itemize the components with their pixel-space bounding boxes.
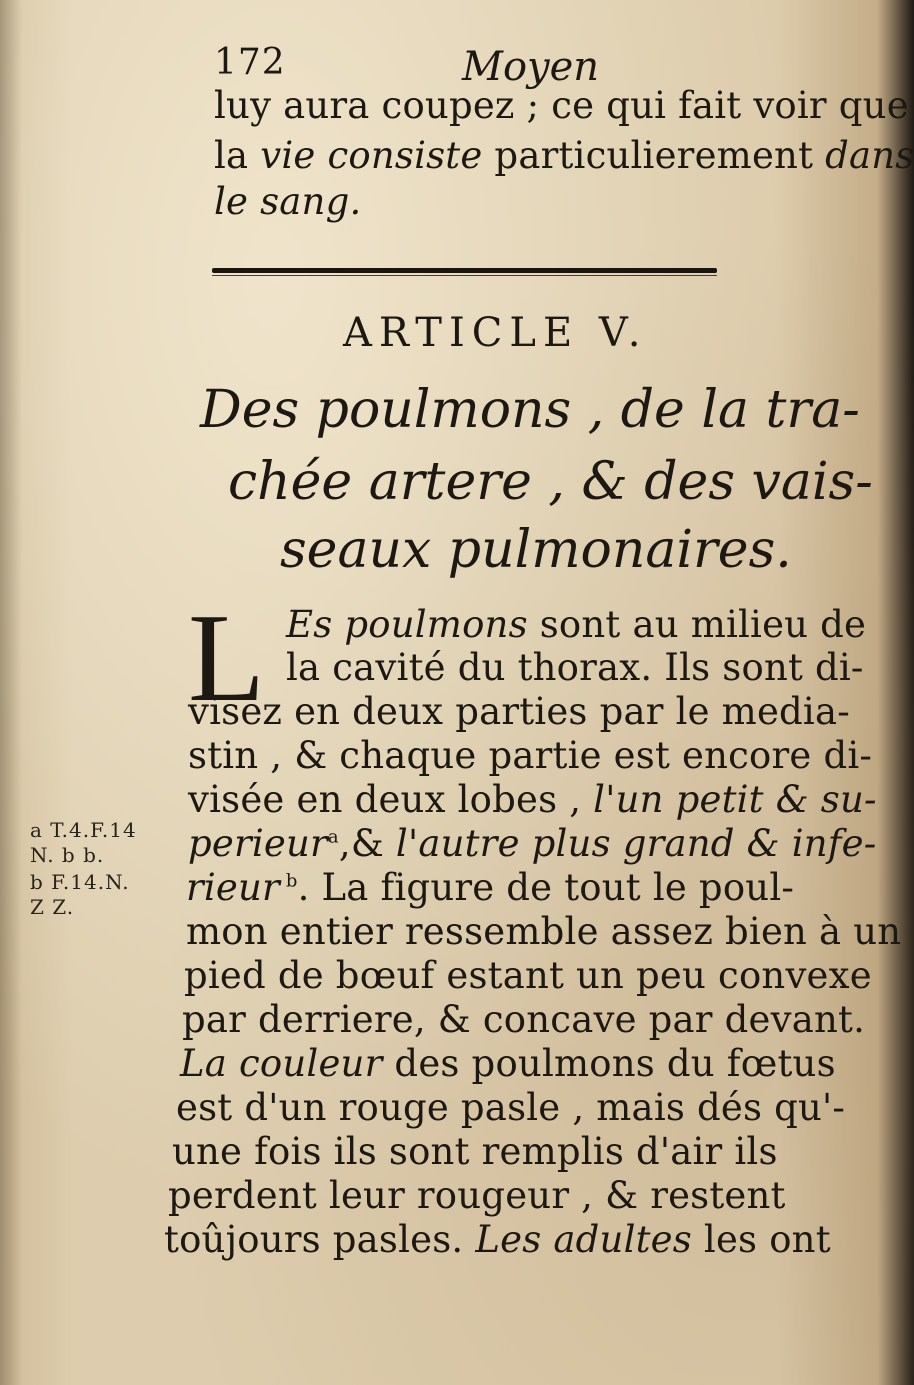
body-line <box>164 1218 831 1261</box>
text-run: stin , & chaque partie est encore di- <box>188 734 873 777</box>
body-line <box>286 603 866 646</box>
body-line <box>176 1086 845 1129</box>
margin-note: a T.4.F.14 <box>30 818 137 842</box>
text-run: mon entier ressemble assez bien à un <box>186 910 902 953</box>
text-run: une fois ils sont remplis d'air ils <box>172 1130 778 1173</box>
text-run: . La figure de tout le poul- <box>297 866 795 909</box>
margin-note: Z Z. <box>30 895 75 919</box>
running-title: Moyen <box>462 44 600 90</box>
text-run: particulierement <box>482 134 826 177</box>
section-rule-thin <box>212 275 717 276</box>
text-run: luy aura coupez ; ce qui fait voir que <box>214 84 909 127</box>
text-run: est d'un rouge pasle , mais dés qu'- <box>176 1086 846 1129</box>
text-run: Les adultes <box>475 1218 692 1261</box>
text-run: pied de bœuf estant un peu convexe <box>184 954 872 997</box>
carryover-line <box>214 134 914 177</box>
text-run: perieur <box>188 822 328 865</box>
body-line <box>188 690 850 733</box>
text-run: dans <box>825 134 914 177</box>
text-run: vie consiste <box>260 134 483 177</box>
article-subtitle-line: Des poulmons , de la tra- <box>200 380 860 440</box>
carryover-line <box>214 84 909 127</box>
body-line <box>182 998 865 1041</box>
page-number: 172 <box>214 42 286 83</box>
text-run: visée en deux lobes , <box>188 778 594 821</box>
footnote-marker: a <box>327 826 339 848</box>
body-line <box>188 778 877 821</box>
body-line <box>172 1130 778 1173</box>
text-run: des poulmons du fœtus <box>382 1042 836 1085</box>
text-run: la cavité du thorax. Ils sont di- <box>286 646 864 689</box>
text-run: sont au milieu de <box>527 603 867 646</box>
text-run: La couleur <box>180 1042 383 1085</box>
body-line <box>186 866 794 909</box>
text-run: perdent leur rougeur , & restent <box>168 1174 786 1217</box>
body-line <box>180 1042 836 1085</box>
footnote-marker: b <box>279 870 298 892</box>
drop-capital: L <box>188 589 265 728</box>
body-line <box>188 822 877 865</box>
body-line <box>188 734 872 777</box>
text-run: l'un petit & su- <box>593 778 877 821</box>
article-subtitle-line: chée artere , & des vais- <box>228 452 873 512</box>
article-subtitle-line: seaux pulmonaires. <box>280 520 792 580</box>
text-run: les ont <box>691 1218 831 1261</box>
text-run: l'autre plus grand & infe- <box>395 822 877 865</box>
text-run: toûjours pasles. <box>164 1218 476 1261</box>
article-heading: ARTICLE V. <box>343 310 648 356</box>
body-line <box>168 1174 786 1217</box>
text-run: ,& <box>338 822 396 865</box>
body-line <box>186 910 901 953</box>
text-run: rieur <box>186 866 280 909</box>
text-run: le sang. <box>214 180 362 223</box>
carryover-line <box>214 180 361 223</box>
text-run: par derriere, & concave par devant. <box>182 998 866 1041</box>
margin-note: b F.14.N. <box>30 870 130 894</box>
body-line <box>184 954 872 997</box>
text-run: la <box>214 134 261 177</box>
body-line <box>286 646 864 689</box>
text-run: visez en deux parties par le media- <box>188 690 850 733</box>
section-rule <box>212 268 717 273</box>
text-run: Es poulmons <box>286 603 528 646</box>
margin-note: N. b b. <box>30 843 105 867</box>
